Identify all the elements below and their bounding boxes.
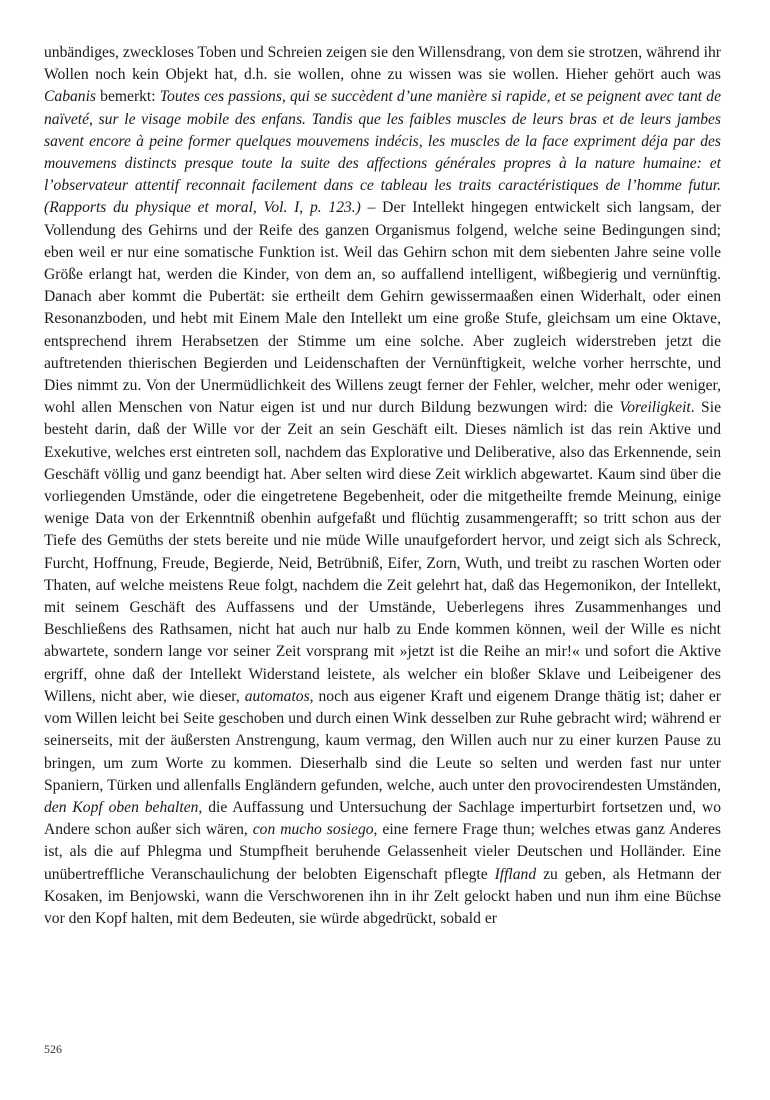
page-body [44,42,721,930]
text-run: zu geben, als Hetmann der Kosaken, im Benjowski, wann die Verschworenen ihn in ihr Zelt gelockt haben und nun ihm eine Büchse vor den Kopf halten, mit dem Bedeuten, sie würde abgedrückt, sobald er [44,865,722,927]
page-number: 526 [44,1042,62,1056]
italic-run: Iffland [494,865,537,883]
text-run: unbändiges, zweckloses Toben und Schreien zeigen sie den Willensdrang, von dem sie strotzen, während ihr Wollen noch kein Objekt hat, d.h. sie wollen, ohne zu wissen was sie wollen. Hieher gehört auch was [44,44,721,84]
italic-run: Voreiligkeit [619,399,691,417]
italic-run: den Kopf oben behalten, [44,798,203,816]
italic-run: Cabanis [44,88,96,106]
italic-run: con mucho sosiego [252,821,374,839]
text-run: . Sie besteht darin, daß der Wille vor der Zeit an sein Geschäft eilt. Dieses nämlich ist das rein Aktive und Exekutive, welches erst eintreten soll, nachdem das Explorative und Deliberative, also das Erkennende, sein Geschäft völlig und ganz beendigt hat. Aber selten wird diese Zeit wirklich abgewartet. Kaum sind über die vorliegenden Umstände, oder die eingetretene Begebenheit, oder die mitgetheilte fremde Meinung, einige wenige Data von der Erkenntniß obenhin aufgefaßt und flüchtig zusammengerafft; so tritt schon aus der Tiefe des Gemüths der stets bereite und nie müde Wille unaufgefordert hervor, und zeigt sich als Schreck, Furcht, Hoffnung, Freude, Begierde, Neid, Betrübniß, Eifer, Zorn, Wuth, und treibt zu raschen Worten oder Thaten, auf welche meistens Reue folgt, nachdem die Zeit gelehrt hat, daß das Hegemonikon, der Intellekt, mit seinem Geschäft des Auffassens und der Umstände, Ueberlegens ihres Zusammenhanges und Beschließens des Rathsamen, nicht hat auch nur halb zu Ende kommen können, weil der Wille es nicht abwartete, sondern lange vor seiner Zeit vorsprang mit »jetzt ist die Reihe an mir!« und sofort die Aktive ergriff, ohne daß der Intellekt Widerstand leistete, als welcher ein bloßer Sklave und Leibeigener des Willens, nicht aber, wie dieser, [44,399,721,705]
text-run: , eine fernere Frage thun; welches etwas ganz Anderes ist, als die auf Phlegma und Stumpfheit beruhende Gelassenheit vieler Deutschen und Holländer. Eine unübertreffliche Veranschaulichung der belobten Eigenschaft pflegte [44,821,721,883]
text-run: , noch aus eigener Kraft und eigenem Drange thätig ist; daher er vom Willen leicht bei Seite geschoben und durch einen Wink desselben zur Ruhe gebracht wird; während er seinerseits, mit der äußersten Anstrengung, kaum vermag, den Willen auch nur zu einer kurzen Pause zu bringen, um zum Worte zu kommen. Dieserhalb sind die Leute so selten und werden fast nur unter Spaniern, Türken und allenfalls Engländern gefunden, welche, auch unter den provocirendesten Umständen, [44,687,721,794]
body-paragraph [44,42,721,930]
text-run: – Der Intellekt hingegen entwickelt sich langsam, der Vollendung des Gehirns und der Reife des ganzen Organismus folgend, welche seine Bedingungen sind; eben weil er nur eine somatische Funktion ist. Weil das Gehirn schon mit dem siebenten Jahre seine volle Größe erlangt hat, werden die Kinder, von dem an, so auffallend intelligent, wißbegierig und vernünftig. Danach aber kommt die Pubertät: sie ertheilt dem Gehirn gewissermaaßen einen Widerhalt, oder einen Resonanzboden, und hebt mit Einem Male den Intellekt um eine große Stufe, gleichsam um eine Oktave, entsprechend ihrem Herabsetzen der Stimme um eine solche. Aber zugleich widerstreben jetzt die auftretenden thierischen Begierden und Leidenschaften der Vernünftigkeit, welche vorher herrschte, und Dies nimmt zu. Von der Unermüdlichkeit des Willens zeugt ferner der Fehler, welcher, mehr oder weniger, wohl allen Menschen von Natur eigen ist und nur durch Bildung bezwungen wird: die [44,199,722,417]
italic-run: Toutes ces passions, qui se succèdent d’une manière si rapide, et se peignent avec tant de naïveté, sur le visage mobile des enfans. Tandis que les faibles muscles de leurs bras et de leurs jambes savent encore à peine former quelques mouvemens indécis, les muscles de la face expriment déja par des mouvemens distincts presque toute la suite des affections générales propres à la nature humaine: et l’observateur attentif reconnait facilement dans ce tableau les traits caractéristiques de l’homme futur. (Rapports du physique et moral, Vol. I, p. 123.) [44,88,721,217]
italic-run: automatos [244,687,310,705]
text-run: die Auffassung und Untersuchung der Sachlage imperturbirt fortsetzen und, wo Andere schon außer sich wären, [44,798,721,839]
text-run: bemerkt: [96,88,160,106]
